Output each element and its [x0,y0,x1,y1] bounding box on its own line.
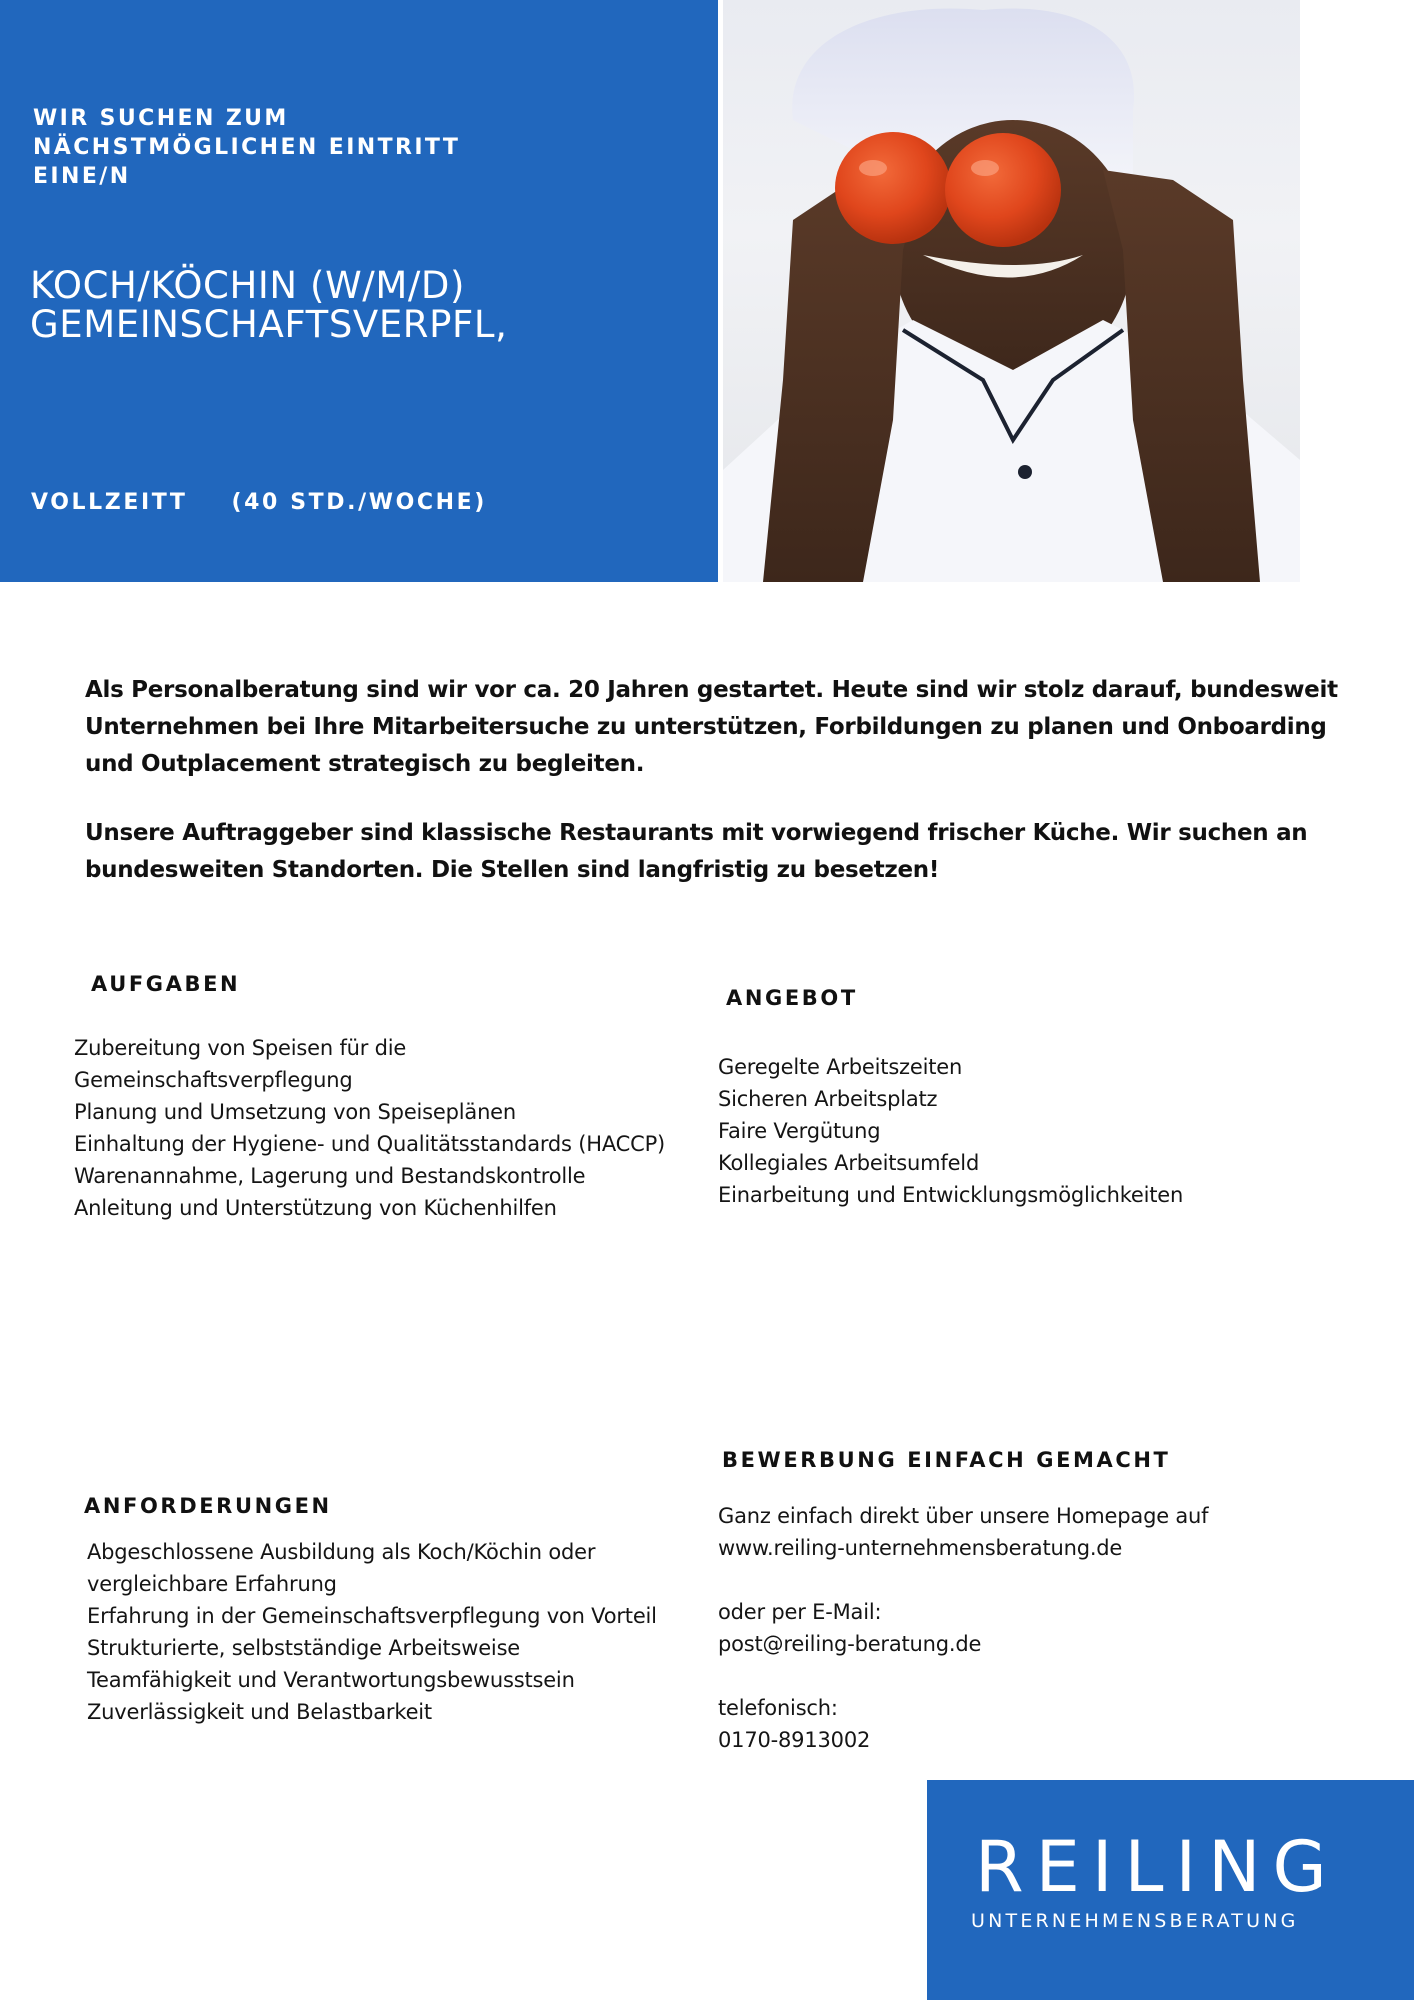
logo-subtitle: UNTERNEHMENSBERATUNG [971,1910,1299,1932]
company-logo [927,1780,1414,2000]
list-item: Einarbeitung und Entwicklungsmöglichkeiten [718,1183,1184,1207]
intro-paragraph-2 [85,815,1345,889]
intro-line: Als Personalberatung sind wir vor ca. 20 Jahren gestartet. Heute sind wir stolz darauf, bundesweit [85,677,1338,703]
job-title-line: KOCH/KÖCHIN (W/M/D) [30,264,466,307]
list-item: Sicheren Arbeitsplatz [718,1087,938,1111]
list-item: vergleichbare Erfahrung [87,1572,337,1596]
tomato-right [945,133,1061,247]
list-item: Planung und Umsetzung von Speiseplänen [74,1100,517,1124]
bewerbung-contact [718,1500,1208,1756]
list-item: Warenannahme, Lagerung und Bestandskontrolle [74,1164,586,1188]
intro-paragraph-1 [85,672,1345,783]
phone-link[interactable]: 0170-8913002 [718,1728,871,1752]
angebot-list [718,1051,1183,1211]
intro-line: und Outplacement strategisch zu begleiten. [85,751,645,777]
chef-photo [723,0,1300,582]
list-item: Teamfähigkeit und Verantwortungsbewusstsein [87,1668,575,1692]
bewerbung-heading: BEWERBUNG EINFACH GEMACHT [722,1448,1171,1472]
employment-info [31,490,487,515]
weekly-hours: (40 STD./WOCHE) [231,490,487,515]
list-item: Gemeinschaftsverpflegung [74,1068,353,1092]
list-item: Erfahrung in der Gemeinschaftsverpflegung von Vorteil [87,1604,657,1628]
kicker-line: NÄCHSTMÖGLICHEN EINTRITT [33,135,461,160]
email-link[interactable]: post@reiling-beratung.de [718,1632,982,1656]
list-item: Zubereitung von Speisen für die [74,1036,407,1060]
list-item: Abgeschlossene Ausbildung als Koch/Köchin oder [87,1540,596,1564]
list-item: Einhaltung der Hygiene- und Qualitätsstandards (HACCP) [74,1132,666,1156]
job-title [30,266,507,344]
homepage-intro: Ganz einfach direkt über unsere Homepage auf [718,1504,1209,1528]
email-intro: oder per E-Mail: [718,1600,882,1624]
anforderungen-list [87,1536,657,1728]
intro-line: Unternehmen bei Ihre Mitarbeitersuche zu unterstützen, Forbildungen zu planen und Onboarding [85,714,1327,740]
job-title-line: GEMEINSCHAFTSVERPFL, [30,303,508,346]
phone-intro: telefonisch: [718,1696,838,1720]
employment-type: VOLLZEITT [31,490,188,515]
list-item: Faire Vergütung [718,1119,881,1143]
anforderungen-heading: ANFORDERUNGEN [84,1494,332,1518]
logo-name: REILING [975,1826,1339,1908]
spacer [718,1660,1208,1692]
kicker-line: WIR SUCHEN ZUM [33,106,289,131]
list-item: Kollegiales Arbeitsumfeld [718,1151,980,1175]
aufgaben-heading: AUFGABEN [91,972,241,996]
spacer [718,1564,1208,1596]
list-item: Geregelte Arbeitszeiten [718,1055,963,1079]
aufgaben-list [74,1032,665,1224]
homepage-link[interactable]: www.reiling-unternehmensberatung.de [718,1536,1123,1560]
angebot-heading: ANGEBOT [726,986,858,1010]
kicker-line: EINE/N [33,164,131,189]
list-item: Strukturierte, selbstständige Arbeitsweise [87,1636,521,1660]
list-item: Zuverlässigkeit und Belastbarkeit [87,1700,432,1724]
header-kicker [33,104,593,191]
jacket-button [1018,465,1032,479]
list-item: Anleitung und Unterstützung von Küchenhilfen [74,1196,557,1220]
tomato-left [835,132,951,244]
chef-illustration [723,0,1300,582]
intro-line: Unsere Auftraggeber sind klassische Restaurants mit vorwiegend frischer Küche. Wir suchen an [85,820,1308,846]
intro-line: bundesweiten Standorten. Die Stellen sind langfristig zu besetzen! [85,857,940,883]
